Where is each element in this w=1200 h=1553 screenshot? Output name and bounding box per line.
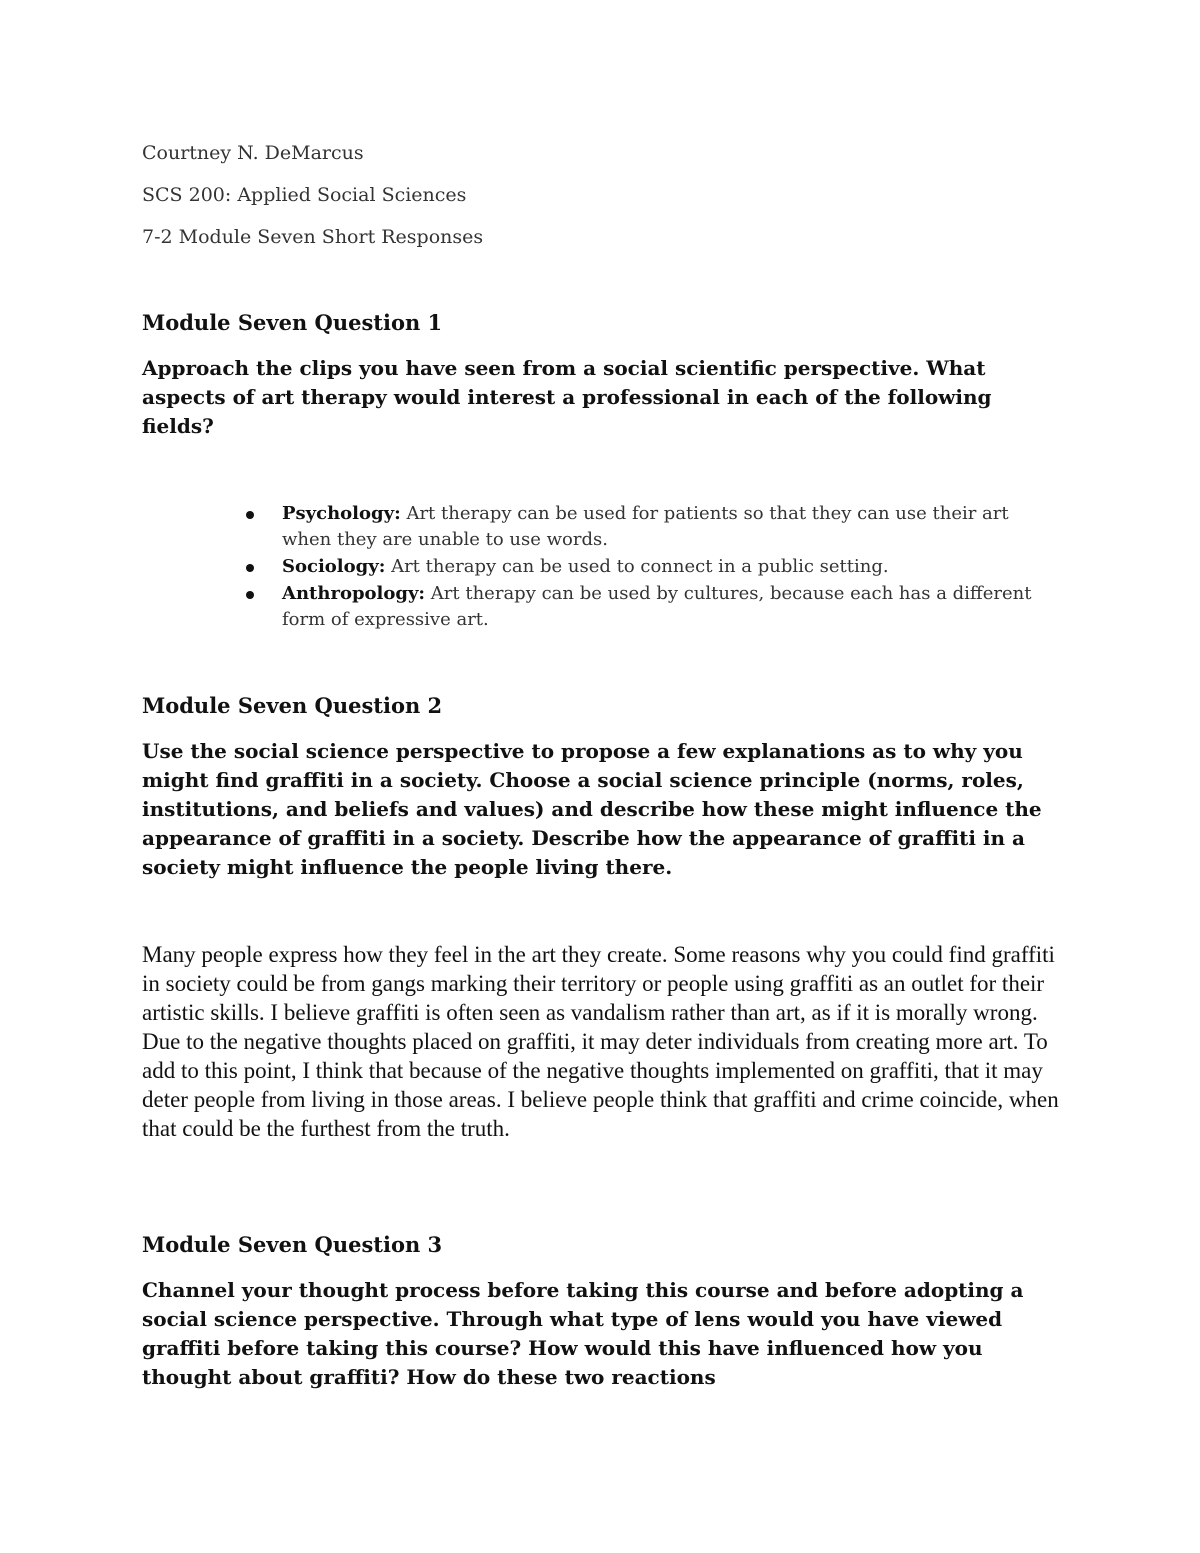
field-description: Art therapy can be used by cultures, because each has a different form of expressive art. [282,583,1032,630]
question-2-answer: Many people express how they feel in the art they create. Some reasons why you could find graffiti in society could be from gangs marking their territory or people using graffiti as an outlet for their artistic skills. I believe graffiti is often seen as vandalism rather than art, as if it is morally wrong. Due to the negative thoughts placed on graffiti, it may deter individuals from creating more art. To add to this point, I think that because of the negative thoughts implemented on graffiti, that it may deter people from living in those areas. I believe people think that graffiti and crime coincide, when that could be the furthest from the truth. [142,942,1059,1141]
list-item [242,581,1042,633]
bullet-icon [246,564,254,572]
field-term: Anthropology: [282,583,426,604]
field-term: Sociology: [282,556,386,577]
course-title: SCS 200: Applied Social Sciences [142,184,467,206]
bullet-icon [246,511,254,519]
assignment-title: 7-2 Module Seven Short Responses [142,226,484,248]
question-3-heading: Module Seven Question 3 [142,1232,443,1257]
author-name: Courtney N. DeMarcus [142,142,364,164]
question-3-prompt: Channel your thought process before taking this course and before adopting a social science perspective. Through what type of lens would you have viewed graffiti before taking this course? How would this have influenced how you thought about graffiti? How do these two reactions [142,1278,1024,1389]
field-description: Art therapy can be used for patients so that they can use their art when they are unable to use words. [282,503,1009,550]
question-2-prompt: Use the social science perspective to propose a few explanations as to why you might find graffiti in a society. Choose a social science principle (norms, roles, institutions, and beliefs and values) and describe how these might influence the appearance of graffiti in a society. Describe how the appearance of graffiti in a society might influence the people living there. [142,739,1042,879]
bullet-icon [246,591,254,599]
field-description: Art therapy can be used to connect in a public setting. [385,556,889,577]
question-1-answer-list [242,501,1042,634]
question-2-heading: Module Seven Question 2 [142,693,443,718]
list-item [242,501,1042,553]
list-item [242,554,1042,580]
question-1-heading: Module Seven Question 1 [142,310,443,335]
field-term: Psychology: [282,503,401,524]
question-1-prompt: Approach the clips you have seen from a social scientific perspective. What aspects of art therapy would interest a professional in each of the following fields? [142,356,992,438]
